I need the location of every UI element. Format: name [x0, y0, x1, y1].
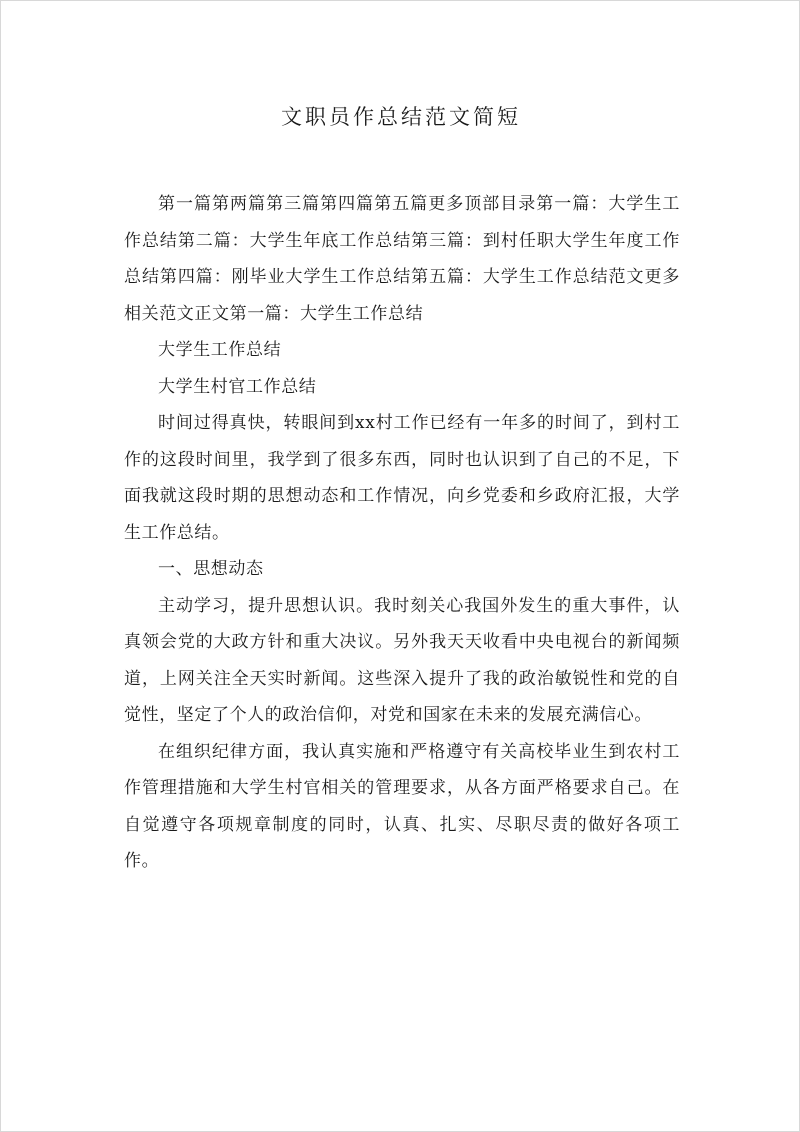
paragraph-section-heading: 一、思想动态	[158, 559, 264, 579]
paragraph-discipline: 在组织纪律方面，我认真实施和严格遵守有关高校毕业生到农村工作管理措施和大学生村官相关的管理要求，从各方面严格要求自己。在自觉遵守各项规章制度的同时，认真、扎实、尽职尽责的做好各项工作。	[124, 741, 680, 871]
paragraph-heading-village-official: 大学生村官工作总结	[158, 376, 317, 397]
paragraph-heading-summary: 大学生工作总结	[158, 340, 282, 360]
document-title: 文职员作总结范文简短	[281, 105, 521, 129]
document-body	[124, 186, 680, 880]
paragraph-toc: 第一篇第两篇第三篇第四篇第五篇更多顶部目录第一篇：大学生工作总结第二篇：大学生年底工作总结第三篇：到村任职大学生年度工作总结第四篇：刚毕业大学生工作总结第五篇：大学生工作总结范文更多相关范文正文第一篇：大学生工作总结	[124, 194, 680, 324]
paragraph-intro: 时间过得真快，转眼间到xx村工作已经有一年多的时间了，到村工作的这段时间里，我学到了很多东西，同时也认识到了自己的不足，下面我就这段时期的思想动态和工作情况，向乡党委和乡政府汇报，大学生工作总结。	[124, 413, 680, 543]
paragraph-learning: 主动学习，提升思想认识。我时刻关心我国外发生的重大事件，认真领会党的大政方针和重大决议。另外我天天收看中央电视台的新闻频道，上网关注全天实时新闻。这些深入提升了我的政治敏锐性和党的自觉性，坚定了个人的政治信仰，对党和国家在未来的发展充满信心。	[124, 595, 680, 725]
